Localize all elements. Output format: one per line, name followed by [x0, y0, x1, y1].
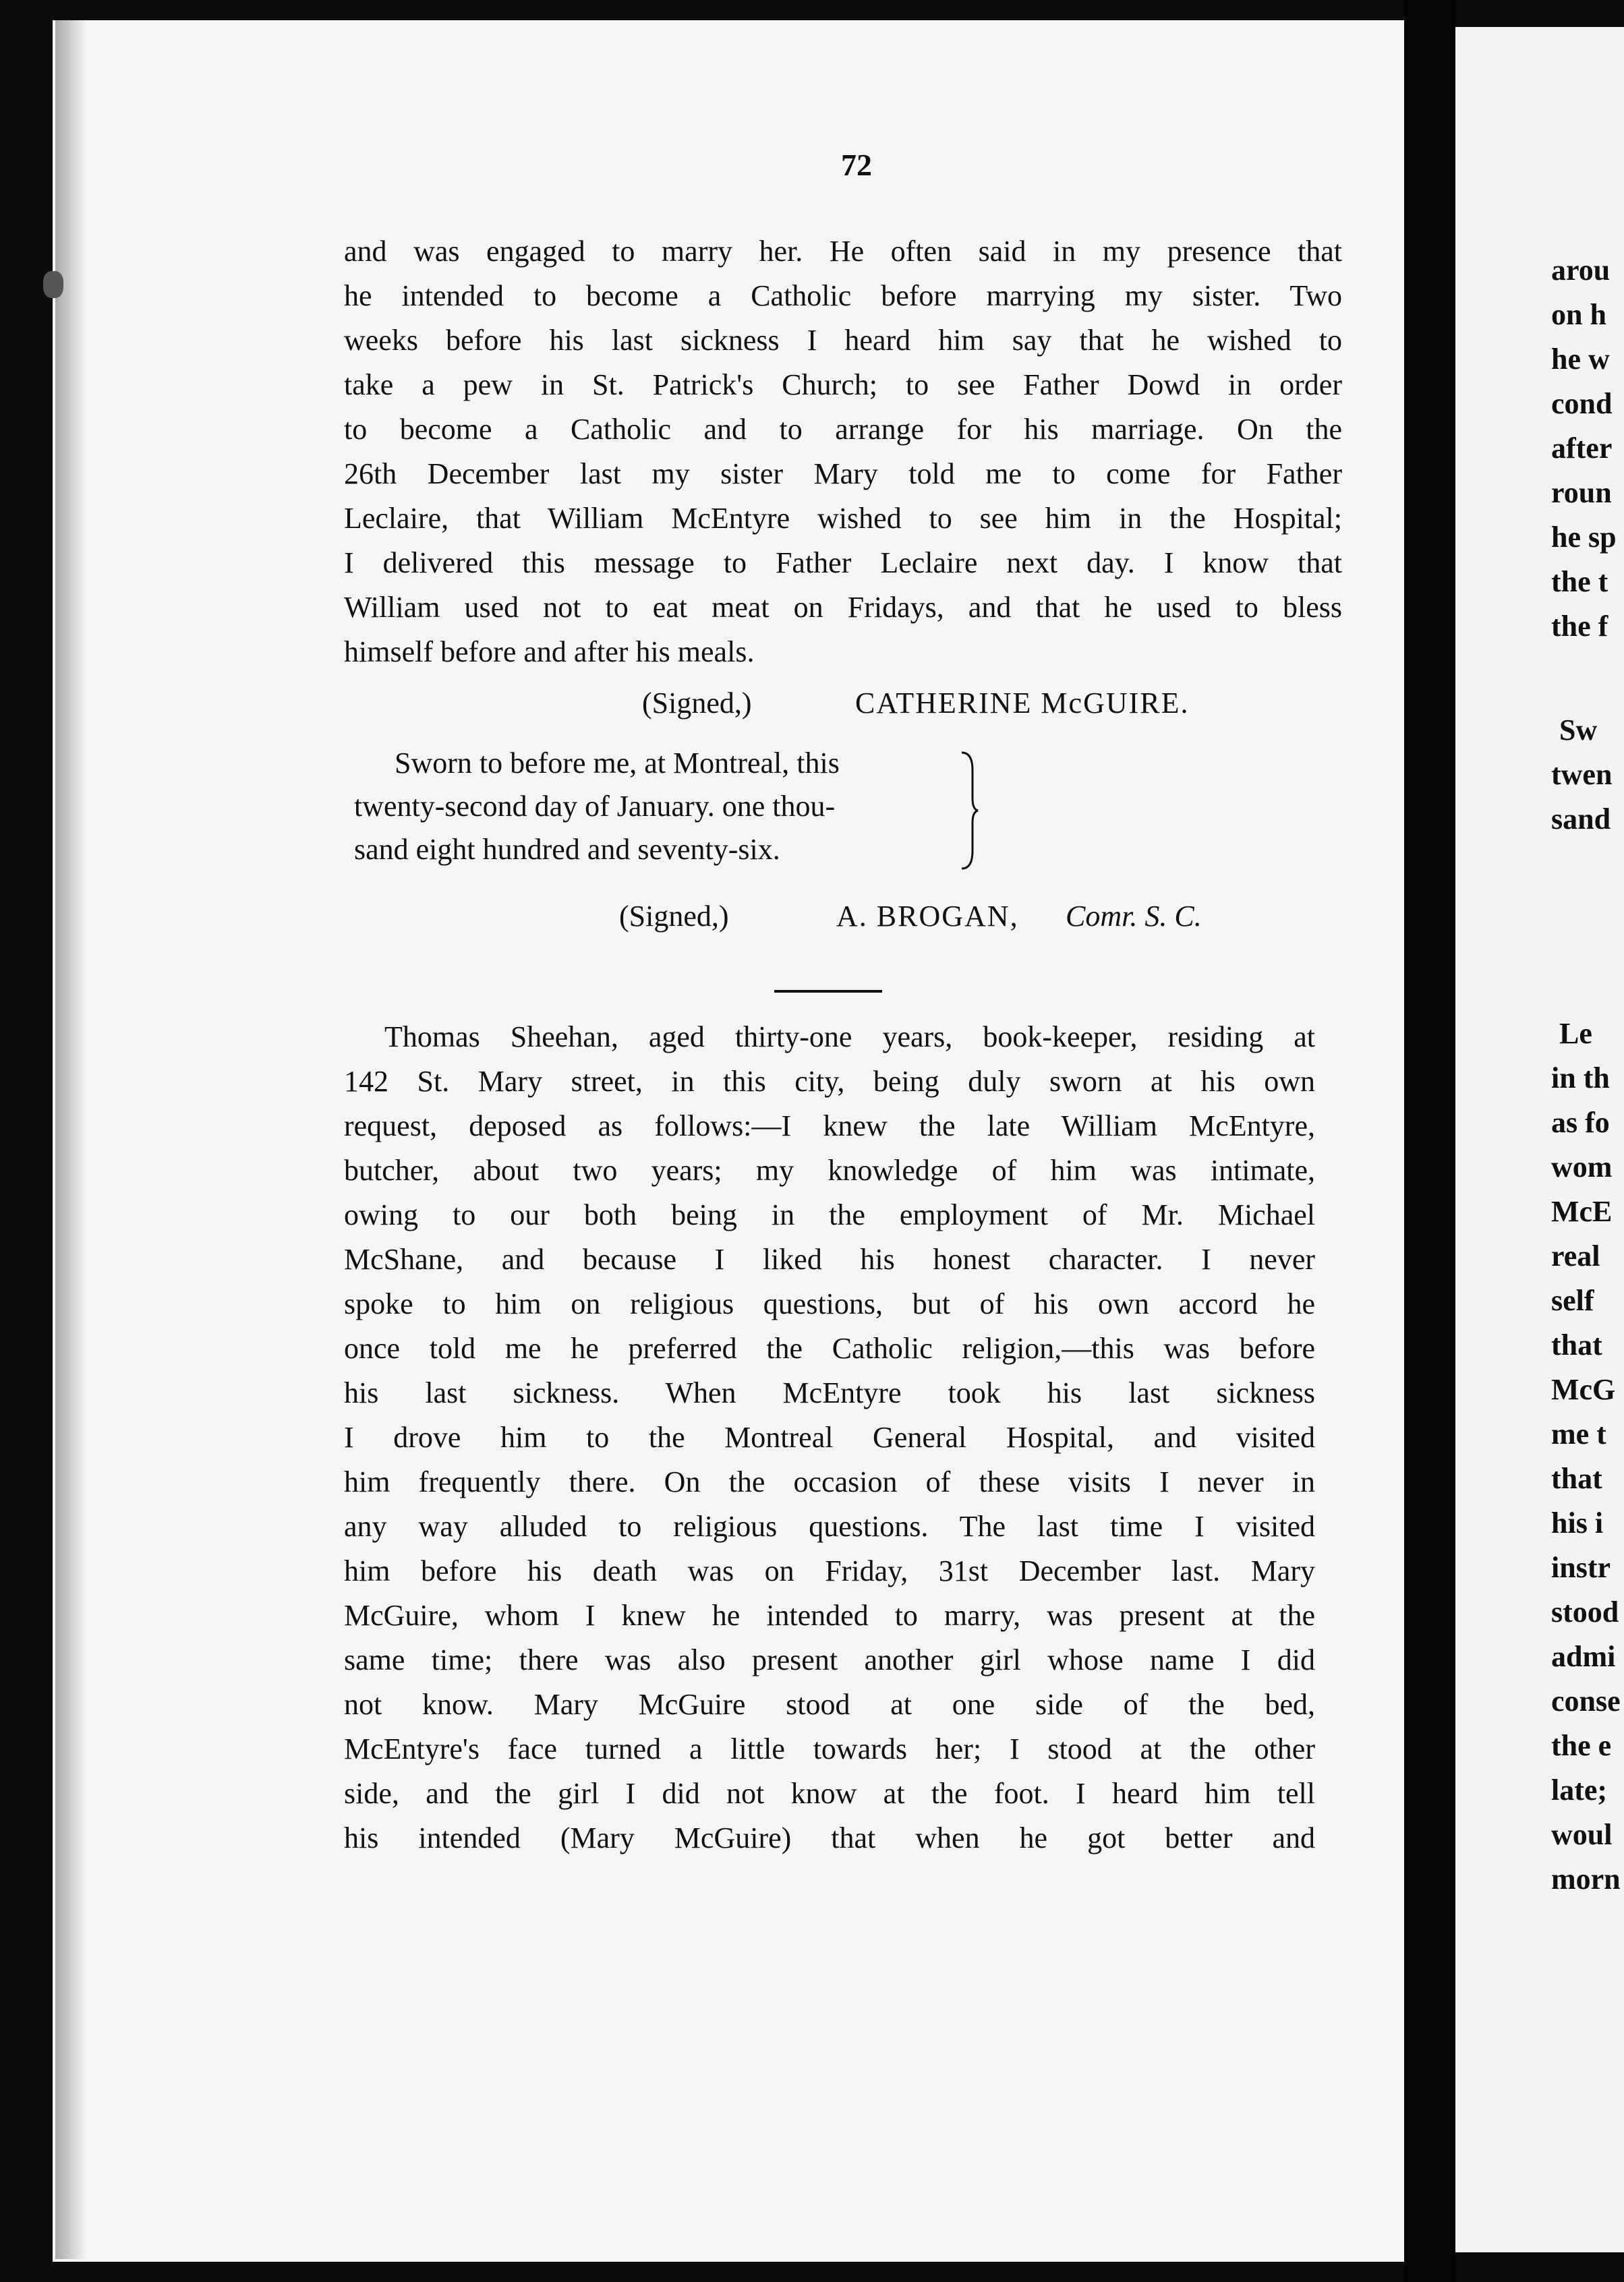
right-page-fragment: McG: [1551, 1373, 1616, 1406]
text-line: weeks before his last sickness I heard him say that he wished to: [344, 324, 1342, 357]
right-page-column-bottom: [1551, 1012, 1624, 1902]
right-page-fragment: instr: [1551, 1551, 1611, 1584]
right-page-fragment: he w: [1551, 343, 1610, 376]
text-line: 26th December last my sister Mary told me to come for Father: [344, 457, 1342, 490]
section-divider: [774, 990, 882, 993]
paragraph-catherine-testimony: [344, 229, 1342, 674]
right-page-fragment: woul: [1551, 1818, 1613, 1851]
paragraph-sheehan-testimony: [344, 1015, 1315, 1861]
text-line: William used not to eat meat on Fridays, and that he used to bless: [344, 591, 1342, 624]
right-page-fragment: twen: [1551, 758, 1613, 791]
page-number: 72: [841, 148, 872, 182]
jurat-line: Sworn to before me, at Montreal, this: [395, 747, 840, 780]
right-page-fragment: on h: [1551, 298, 1606, 331]
right-page-fragment: the e: [1551, 1729, 1612, 1762]
right-page-fragment: the f: [1551, 610, 1608, 643]
book-gutter: [1404, 0, 1455, 2282]
text-line: McGuire, whom I knew he intended to marry, was present at the: [344, 1599, 1315, 1632]
text-line: 142 St. Mary street, in this city, being duly sworn at his own: [344, 1065, 1315, 1098]
right-page-fragment: after: [1551, 432, 1613, 465]
text-line: take a pew in St. Patrick's Church; to see Father Dowd in order: [344, 368, 1342, 401]
text-line: I delivered this message to Father Leclaire next day. I know that: [344, 546, 1342, 579]
jurat-text: [354, 742, 961, 871]
right-page-fragment: admi: [1551, 1640, 1616, 1673]
right-page-fragment: sand: [1551, 802, 1611, 836]
right-page-fragment: McE: [1551, 1195, 1613, 1228]
commissioner-name: A. BROGAN,: [836, 900, 1019, 933]
signed-label: (Signed,): [619, 900, 729, 933]
text-line: any way alluded to religious questions. The last time I visited: [344, 1510, 1315, 1543]
right-page-fragment: self: [1551, 1284, 1594, 1317]
right-page-fragment: Le: [1559, 1017, 1592, 1050]
right-page-fragment: that: [1551, 1462, 1602, 1495]
right-page-fragment: roun: [1551, 476, 1612, 509]
right-page-fragment: his i: [1551, 1506, 1604, 1540]
jurat-line: twenty-second day of January. one thou-: [354, 790, 836, 823]
right-page-fragment: me t: [1551, 1417, 1606, 1451]
text-line: I drove him to the Montreal General Hospital, and visited: [344, 1421, 1315, 1454]
right-page-fragment: Sw: [1559, 713, 1598, 747]
ink-blot: [43, 271, 63, 298]
right-page-fragment: the t: [1551, 565, 1608, 598]
right-page-fragment: late;: [1551, 1774, 1608, 1807]
brace-icon: [959, 750, 979, 871]
text-line: him before his death was on Friday, 31st December last. Mary: [344, 1554, 1315, 1587]
text-line: McEntyre's face turned a little towards her; I stood at the other: [344, 1732, 1315, 1765]
right-page-fragment: arou: [1551, 254, 1611, 287]
jurat-line: sand eight hundred and seventy-six.: [354, 833, 780, 866]
text-line: and was engaged to marry her. He often said in my presence that: [344, 235, 1342, 268]
right-page-fragment: stood: [1551, 1596, 1619, 1629]
text-line: he intended to become a Catholic before marrying my sister. Two: [344, 279, 1342, 312]
right-page-fragment: morn: [1551, 1863, 1621, 1896]
text-line: Leclaire, that William McEntyre wished to see him in the Hospital;: [344, 502, 1342, 535]
right-page-fragment: in th: [1551, 1061, 1610, 1094]
text-line: not know. Mary McGuire stood at one side of the bed,: [344, 1688, 1315, 1721]
signature-catherine: [0, 681, 1624, 726]
text-line: same time; there was also present another girl whose name I did: [344, 1643, 1315, 1676]
right-page-fragment: wom: [1551, 1150, 1613, 1183]
right-page-fragment: real: [1551, 1239, 1600, 1272]
signatory-name: CATHERINE McGUIRE.: [855, 686, 1190, 720]
right-page-fragment: that: [1551, 1328, 1602, 1362]
text-line: himself before and after his meals.: [344, 635, 755, 668]
text-line: owing to our both being in the employment of Mr. Michael: [344, 1198, 1315, 1231]
right-page-fragment: he sp: [1551, 521, 1617, 554]
text-line: request, deposed as follows:—I knew the late William McEntyre,: [344, 1109, 1315, 1142]
page-edge-shadow: [55, 20, 86, 2259]
text-line: spoke to him on religious questions, but of his own accord he: [344, 1287, 1315, 1320]
commissioner-title: Comr. S. C.: [1066, 900, 1202, 933]
right-page-column-top: [1551, 248, 1624, 649]
right-page-fragment: as fo: [1551, 1106, 1610, 1139]
text-line: to become a Catholic and to arrange for his marriage. On the: [344, 413, 1342, 446]
text-line: side, and the girl I did not know at the foot. I heard him tell: [344, 1777, 1315, 1810]
right-page-fragment: cond: [1551, 387, 1613, 420]
text-line: his intended (Mary McGuire) that when he got better and: [344, 1821, 1315, 1854]
text-line: McShane, and because I liked his honest character. I never: [344, 1243, 1315, 1276]
text-line: Thomas Sheehan, aged thirty-one years, book-keeper, residing at: [384, 1020, 1315, 1053]
text-line: him frequently there. On the occasion of these visits I never in: [344, 1465, 1315, 1498]
text-line: once told me he preferred the Catholic religion,—this was before: [344, 1332, 1315, 1365]
right-page-fragment: conse: [1551, 1685, 1621, 1718]
right-page-column-mid: [1551, 708, 1624, 842]
signature-commissioner: [0, 894, 1624, 939]
text-line: butcher, about two years; my knowledge of him was intimate,: [344, 1154, 1315, 1187]
text-line: his last sickness. When McEntyre took his last sickness: [344, 1376, 1315, 1409]
signed-label: (Signed,): [642, 686, 752, 720]
